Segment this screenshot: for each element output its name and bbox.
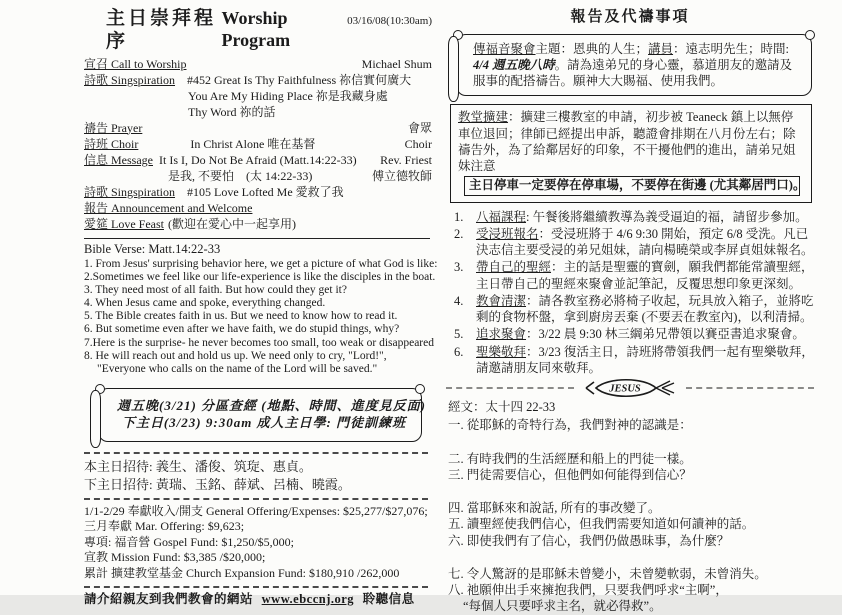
offering-line: 1/1-2/29 奉獻收入/開支 General Offering/Expenses: $25,277/$27,076; xyxy=(84,504,428,519)
program-item-content: Thy Word 祢的話 xyxy=(188,104,276,119)
announcement-item xyxy=(452,344,814,377)
program-item-content: It Is I, Do Not Be Afraid (Matt.14:22-33) xyxy=(159,152,357,167)
order-of-worship xyxy=(84,57,432,233)
announcements-column xyxy=(438,0,842,614)
program-item-label: 禱告 Prayer xyxy=(84,120,143,135)
divider-squiggle xyxy=(446,387,574,389)
bible-point: 2.Sometimes we feel like our life-experience is like the disciples in the boat. xyxy=(84,270,436,283)
outline-point: 五. 讀聖經使我們信心，但我們需要知道如何讀神的話。 xyxy=(448,517,755,532)
program-item-content: 是我, 不要怕 (太 14:22-33) xyxy=(168,168,313,183)
parking-highlight-box: 主日停車一定要停在停車場，不要停在街邊 (尤其鄰居門口)。 xyxy=(464,176,800,195)
program-item-person: 會眾 xyxy=(407,120,432,135)
announcement-number: 1. xyxy=(454,209,464,224)
outline-point: 二. 有時我們的生活經歷和船上的門徒一樣。 xyxy=(448,451,692,466)
announcement-text xyxy=(476,226,814,259)
program-item-person: Rev. Friest xyxy=(380,152,432,167)
website-line xyxy=(84,592,432,607)
announcement-item xyxy=(452,293,814,326)
program-row xyxy=(84,169,432,185)
announcement-number: 4. xyxy=(454,293,464,308)
announcement-body: ：3/23 復活主日，詩班將帶領我們一起有聖樂敬拜，請邀請朋友同來敬拜。 xyxy=(476,344,814,375)
outline-point: 八. 祂願伸出手來擁抱我們，只要我們呼求“主啊”， xyxy=(448,583,728,597)
announcement-body: ：請各教室務必將椅子收起，玩具放入箱子，並將吃剩的食物杯盤，拿到廚房丟棄 (不要丟在教室內)，以利清掃。 xyxy=(476,293,814,324)
announcement-number: 5. xyxy=(454,327,464,342)
outline-point: 一. 從耶穌的奇特行為，我們對神的認識是： xyxy=(448,418,692,433)
weekly-events-banner xyxy=(98,388,426,442)
announcements-title: 報告及代禱事項 xyxy=(570,9,690,25)
dashed-divider xyxy=(84,586,428,588)
banner-line: 下主日(3/23) 9:30am 成人主日學: 門徒訓練班 xyxy=(121,415,407,431)
announcement-number: 6. xyxy=(454,344,464,359)
program-row xyxy=(84,105,432,121)
program-item-label: 愛筵 Love Feast xyxy=(84,216,164,231)
announcement-body: : 午餐後將繼續教導為義受逼迫的福，請留步參加。 xyxy=(526,209,808,224)
bible-point: 6. But sometime even after we have faith, we do stupid things, why? xyxy=(84,323,400,336)
page-title-english: Worship Program xyxy=(221,8,291,50)
announcement-heading: 追求聚會 xyxy=(476,327,527,342)
sermon-outline-section xyxy=(448,399,814,615)
program-row xyxy=(84,121,432,137)
scroll-curl-decoration xyxy=(448,36,459,103)
divider-squiggle xyxy=(686,387,814,389)
announcement-text xyxy=(476,326,814,342)
bible-verse-section xyxy=(84,241,438,376)
announcement-number: 3. xyxy=(454,260,464,275)
program-item-content: In Christ Alone 唯在基督 xyxy=(190,136,316,151)
program-item-content: #105 Love Lofted Me 愛救了我 xyxy=(187,184,344,199)
outline-point: 四. 當耶穌來和說話, 所有的事改變了。 xyxy=(448,501,661,515)
bible-point: 5. The Bible creates faith in us. But we need to know how to read it. xyxy=(84,310,398,323)
bible-point: 7.Here is the surprise- he never becomes too small, too weak or disappeared xyxy=(84,336,434,349)
ushers-section xyxy=(84,458,432,493)
program-item-content: You Are My Hiding Place 祢是我藏身處 xyxy=(188,88,388,103)
program-item-content: #452 Great Is Thy Faithfulness 祢信實何廣大 xyxy=(187,72,412,87)
banner-event-time: 4/4 週五晚八時 xyxy=(473,57,555,72)
page-title-chinese: 主日崇拜程序 xyxy=(106,8,217,52)
website-prefix: 請介紹親友到我們教會的網站 xyxy=(84,591,254,606)
program-row xyxy=(84,137,432,153)
website-suffix: 聆聽信息 xyxy=(362,591,415,606)
title-row xyxy=(84,8,432,54)
announcement-heading: 帶自己的聖經 xyxy=(476,260,552,275)
program-row xyxy=(84,153,432,169)
outline-point: 七. 令人驚訝的是耶穌未曾變小，未曾變軟弱，未曾消失。 xyxy=(448,566,767,581)
program-item-person: Michael Shum xyxy=(361,56,432,71)
jesus-fish-icon xyxy=(582,378,678,398)
announcement-item xyxy=(452,259,814,292)
notice-body: ：擴建三樓教室的申請，初步被 Teaneck 鎮上以無停車位退回；律師已經提出申訴，聽證會排期在八月份左右；除禱告外，為了給鄰居好的印象，不干擾他們的進出，請弟兄姐妹注意 xyxy=(458,110,796,173)
banner-text: 。請為遠弟兄的身心靈，慕道朋友的邀請及服事的配搭禱告。願神大大賜福、使用我們。 xyxy=(473,57,793,88)
program-item-label: 詩歌 Singspiration xyxy=(84,184,176,199)
church-website-url: www.ebccnj.org xyxy=(261,591,355,606)
bible-point: 1. From Jesus' surprising behavior here, we get a picture of what God is like: xyxy=(84,257,438,270)
program-row xyxy=(84,57,432,73)
banner-keyword: 傳福音聚會 xyxy=(473,41,536,56)
announcement-text xyxy=(476,293,814,326)
notice-heading: 教堂擴建 xyxy=(458,110,509,125)
dashed-divider xyxy=(84,498,428,500)
outline-point: 三. 門徒需要信心，但他們如何能得到信心？ xyxy=(448,467,692,482)
program-row xyxy=(84,185,432,201)
program-item-label: 報告 Announcement and Welcome xyxy=(84,200,253,215)
announcement-item xyxy=(452,326,814,342)
banner-line: 週五晚(3/21) 分區查經 (地點、時間、進度見反面) xyxy=(117,397,426,413)
offering-line: 三月奉獻 Mar. Offering: $9,623; xyxy=(84,519,245,534)
announcement-text xyxy=(476,209,814,225)
outline-point: 六. 即使我們有了信心，我們仍做愚昧事，為什麼？ xyxy=(448,533,730,548)
banner-keyword: 講員 xyxy=(648,41,674,56)
announcement-item xyxy=(452,209,814,225)
service-datetime: 03/16/08(10:30am) xyxy=(347,15,432,27)
outline-quote: “每個人只要呼求主名，就必得救”。 xyxy=(463,599,662,614)
announcement-list xyxy=(452,209,814,377)
program-row xyxy=(84,89,432,105)
section-divider-line xyxy=(84,238,430,239)
church-expansion-notice xyxy=(450,104,812,202)
program-row xyxy=(84,73,432,89)
announcement-text xyxy=(476,259,814,292)
program-row xyxy=(84,201,432,217)
announcement-body: ：受浸班將于 4/6 9:30 開始，預定 6/8 受洗。凡已決志信主要受浸的弟兄姐妹，請向楊曉榮或李屏貞姐妹報名。 xyxy=(476,226,814,257)
banner-text: ：遠志明先生；時間: xyxy=(673,41,790,56)
program-item-label: 詩歌 Singspiration xyxy=(84,72,176,87)
evangelism-banner xyxy=(456,34,812,97)
sermon-scripture-reference: 經文：太十四 22-33 xyxy=(448,400,556,414)
bible-point: 4. When Jesus came and spoke, everything changed. xyxy=(84,297,326,310)
announcement-heading: 受浸班報名 xyxy=(476,226,539,241)
banner-text: 主題：恩典的人生； xyxy=(535,41,649,56)
bible-quote: "Everyone who calls on the name of the Lord will be saved." xyxy=(97,362,378,375)
program-item-person: 傅立德牧師 xyxy=(371,168,432,183)
announcement-text xyxy=(476,344,814,377)
program-item-label: 信息 Message xyxy=(84,152,153,167)
ushers-today: 本主日招待: 義生、潘俊、筑琁、惠貞。 xyxy=(84,459,312,475)
offering-line: 宣教 Mission Fund: $3,385 /$20,000; xyxy=(84,550,266,565)
dashed-divider xyxy=(84,452,428,454)
program-item-label: 詩班 Choir xyxy=(84,136,139,151)
program-item-content: (歡迎在愛心中一起享用) xyxy=(168,216,296,231)
bible-point: 3. They need most of all faith. But how could they get it? xyxy=(84,284,347,297)
bible-verse-title: Bible Verse: Matt.14:22-33 xyxy=(84,241,221,256)
offering-line: 累計 擴建教堂基金 Church Expansion Fund: $180,910 /262,000 xyxy=(84,565,400,580)
offerings-section xyxy=(84,504,432,581)
program-item-label: 宣召 Call to Worship xyxy=(84,56,187,71)
scroll-curl-decoration xyxy=(90,390,101,448)
announcement-body: ：3/22 晨 9:30 林三綱弟兄帶領以賽亞書追求聚會。 xyxy=(526,327,805,342)
announcement-number: 2. xyxy=(454,226,464,241)
ushers-next: 下主日招待: 黃瑞、玉銘、薛斌、呂楠、曉霞。 xyxy=(84,476,351,492)
program-row xyxy=(84,217,432,233)
offering-line: 專項: 福音營 Gospel Fund: $1,250/$5,000; xyxy=(84,534,295,549)
announcement-heading: 教會清潔 xyxy=(476,293,527,308)
announcement-item xyxy=(452,226,814,259)
announcement-body: ：主的話是聖靈的寶劍，願我們都能常讀聖經，主日帶自己的聖經來聚會並記筆記，反覆思想印象更深刻。 xyxy=(476,260,814,291)
bible-point: 8. He will reach out and hold us up. We need only to cry, "Lord!", xyxy=(84,349,387,362)
jesus-fish-divider xyxy=(446,378,814,398)
jesus-fish-label: JESUS xyxy=(609,383,641,395)
program-item-person: Choir xyxy=(404,136,432,151)
announcement-heading: 聖樂敬拜 xyxy=(476,344,527,359)
announcement-heading: 八福課程 xyxy=(476,209,527,224)
